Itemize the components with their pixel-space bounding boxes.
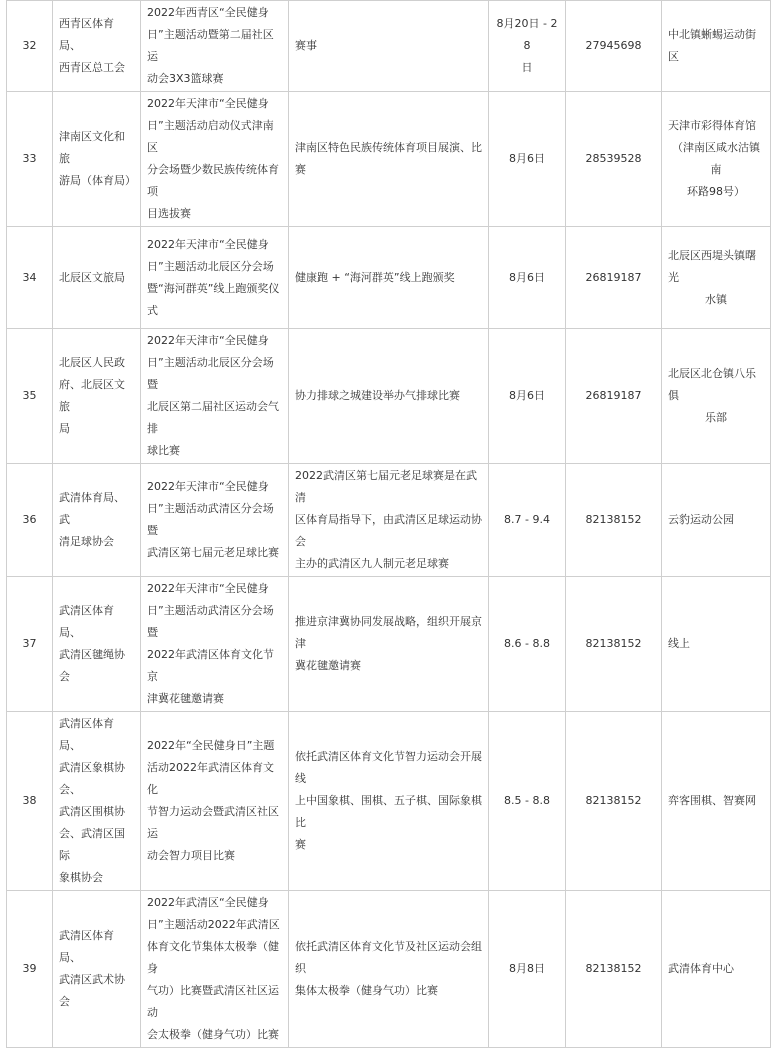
cell-event-name xyxy=(141,577,289,712)
cell-date xyxy=(489,712,566,891)
cell-text-line: 天津市彩得体育馆 xyxy=(668,119,756,132)
cell-text-line: 中北镇蜥蜴运动街区 xyxy=(668,28,756,63)
cell-date xyxy=(489,92,566,227)
cell-text-line: 主办的武清区九人制元老足球赛 xyxy=(295,557,449,570)
cell-organizer xyxy=(53,92,141,227)
table-body xyxy=(7,1,771,1048)
cell-text-line: 暨“海河群英”线上跑颁奖仪 xyxy=(147,281,280,295)
cell-organizer xyxy=(53,577,141,712)
cell-description xyxy=(289,712,489,891)
table-row xyxy=(7,712,771,891)
cell-phone: 28539528 xyxy=(566,92,662,227)
cell-event-name xyxy=(141,329,289,464)
cell-number: 32 xyxy=(7,1,53,92)
cell-text-line: 动会3X3篮球赛 xyxy=(147,72,224,85)
cell-text-line: 赛事 xyxy=(295,39,317,52)
cell-text-line: 依托武清区体育文化节及社区运动会组织 xyxy=(295,940,482,975)
cell-date xyxy=(489,464,566,577)
cell-text-line: 武清区体育局、 xyxy=(59,604,114,639)
cell-text-line: 动会智力项目比赛 xyxy=(147,849,235,862)
cell-venue xyxy=(662,464,771,577)
cell-text-line: 2022年天津市“全民健身 xyxy=(147,237,269,251)
cell-text-line: 日”主题活动北辰区分会场 xyxy=(147,259,274,273)
cell-number: 35 xyxy=(7,329,53,464)
cell-text-line: 武清区围棋协 xyxy=(59,805,125,818)
events-table xyxy=(6,0,771,1048)
table-row xyxy=(7,577,771,712)
cell-text-line: 8月8日 xyxy=(509,962,545,975)
cell-text-line: 8月6日 xyxy=(509,270,545,284)
cell-text-line: 局 xyxy=(59,422,70,435)
cell-phone: 26819187 xyxy=(566,227,662,329)
cell-text-line: 2022年武清区“全民健身 xyxy=(147,896,269,909)
cell-text-line: 水镇 xyxy=(705,292,727,306)
cell-text-line: 北辰区西堤头镇曙光 xyxy=(668,248,756,284)
cell-description xyxy=(289,329,489,464)
cell-phone: 27945698 xyxy=(566,1,662,92)
cell-venue xyxy=(662,329,771,464)
cell-text-line: 日”主题活动启动仪式津南区 xyxy=(147,119,274,154)
cell-organizer xyxy=(53,227,141,329)
cell-venue xyxy=(662,577,771,712)
table-row xyxy=(7,227,771,329)
cell-number: 37 xyxy=(7,577,53,712)
table-row xyxy=(7,329,771,464)
cell-text-line: 2022年武清区体育文化节京 xyxy=(147,648,274,683)
cell-text-line: 日 xyxy=(521,61,533,74)
cell-event-name xyxy=(141,891,289,1048)
cell-phone: 26819187 xyxy=(566,329,662,464)
cell-text-line: 区体育局指导下，由武清区足球运动协会 xyxy=(295,513,482,548)
cell-text-line: 武清区体育局、 xyxy=(59,717,114,752)
cell-text-line: 日”主题活动暨第二届社区运 xyxy=(147,28,274,63)
cell-description xyxy=(289,227,489,329)
cell-text-line: 日”主题活动2022年武清区 xyxy=(147,918,280,931)
cell-text-line: 云豹运动公园 xyxy=(668,513,734,526)
table-row xyxy=(7,92,771,227)
cell-text-line: 津南区文化和旅 xyxy=(59,130,125,165)
cell-organizer xyxy=(53,712,141,891)
cell-text-line: 8月6日 xyxy=(509,152,545,165)
cell-text-line: 2022年天津市“全民健身 xyxy=(147,480,269,493)
cell-venue xyxy=(662,92,771,227)
cell-number: 38 xyxy=(7,712,53,891)
cell-text-line: 乐部 xyxy=(705,411,727,424)
cell-text-line: 象棋协会 xyxy=(59,871,103,884)
cell-text-line: 推进京津冀协同发展战略，组织开展京津 xyxy=(295,615,482,650)
table-row xyxy=(7,464,771,577)
cell-text-line: 2022年天津市“全民健身 xyxy=(147,334,269,347)
cell-text-line: 弈客围棋、智赛网 xyxy=(668,794,756,807)
cell-text-line: 2022年“全民健身日”主题 xyxy=(147,739,275,752)
table-row xyxy=(7,891,771,1048)
cell-description xyxy=(289,92,489,227)
cell-text-line: （津南区咸水沽镇南 xyxy=(672,141,760,176)
cell-text-line: 武清区毽绳协会 xyxy=(59,648,125,683)
table-row xyxy=(7,1,771,92)
cell-description xyxy=(289,1,489,92)
cell-text-line: 日”主题活动武清区分会场暨 xyxy=(147,604,274,639)
cell-text-line: 会、 xyxy=(59,783,81,796)
cell-date xyxy=(489,1,566,92)
cell-text-line: 活动2022年武清区体育文化 xyxy=(147,761,274,796)
cell-venue xyxy=(662,1,771,92)
cell-text-line: 日”主题活动北辰区分会场暨 xyxy=(147,356,274,391)
cell-description xyxy=(289,891,489,1048)
cell-text-line: 津冀花毽邀请赛 xyxy=(147,692,224,705)
cell-text-line: 环路98号） xyxy=(687,185,745,198)
cell-text-line: 清足球协会 xyxy=(59,535,114,548)
cell-number: 34 xyxy=(7,227,53,329)
cell-text-line: 冀花毽邀请赛 xyxy=(295,659,361,672)
cell-description xyxy=(289,577,489,712)
cell-text-line: 线上 xyxy=(668,637,690,650)
cell-venue xyxy=(662,891,771,1048)
cell-text-line: 津南区特色民族传统体育项目展演、比赛 xyxy=(295,141,482,176)
cell-date xyxy=(489,891,566,1048)
cell-phone: 82138152 xyxy=(566,577,662,712)
cell-event-name xyxy=(141,712,289,891)
cell-text-line: 北辰区人民政 xyxy=(59,356,125,369)
cell-text-line: 西青区体育局、 xyxy=(59,17,114,52)
cell-text-line: 健康跑 + “海河群英”线上跑颁奖 xyxy=(295,270,455,284)
cell-text-line: 依托武清区体育文化节智力运动会开展线 xyxy=(295,750,482,785)
cell-number: 36 xyxy=(7,464,53,577)
cell-text-line: 8.6 - 8.8 xyxy=(504,637,550,650)
cell-text-line: 8.7 - 9.4 xyxy=(504,513,550,526)
cell-text-line: 8月20日 - 28 xyxy=(496,17,558,52)
cell-text-line: 球比赛 xyxy=(147,444,180,457)
cell-text-line: 目选拔赛 xyxy=(147,207,191,220)
cell-text-line: 体育文化节集体太极拳（健身 xyxy=(147,940,279,975)
cell-text-line: 西青区总工会 xyxy=(59,61,125,74)
cell-number: 33 xyxy=(7,92,53,227)
cell-text-line: 上中国象棋、围棋、五子棋、国际象棋比 xyxy=(295,794,482,829)
cell-text-line: 武清区体育局、 xyxy=(59,929,114,964)
cell-text-line: 2022武清区第七届元老足球赛是在武清 xyxy=(295,469,477,504)
cell-text-line: 北辰区第二届社区运动会气排 xyxy=(147,400,279,435)
cell-text-line: 气功）比赛暨武清区社区运动 xyxy=(147,984,279,1019)
cell-text-line: 2022年西青区“全民健身 xyxy=(147,6,269,19)
cell-phone: 82138152 xyxy=(566,464,662,577)
cell-text-line: 会太极拳（健身气功）比赛 xyxy=(147,1028,279,1041)
cell-event-name xyxy=(141,1,289,92)
cell-text-line: 分会场暨少数民族传统体育项 xyxy=(147,163,279,198)
cell-text-line: 北辰区北仓镇八乐俱 xyxy=(668,367,756,402)
cell-phone: 82138152 xyxy=(566,891,662,1048)
cell-text-line: 节智力运动会暨武清区社区运 xyxy=(147,805,279,840)
cell-text-line: 赛 xyxy=(295,838,306,851)
cell-number: 39 xyxy=(7,891,53,1048)
cell-text-line: 协力排球之城建设举办气排球比赛 xyxy=(295,389,460,402)
cell-text-line: 集体太极拳（健身气功）比赛 xyxy=(295,984,438,997)
cell-organizer xyxy=(53,464,141,577)
cell-organizer xyxy=(53,891,141,1048)
cell-text-line: 式 xyxy=(147,303,158,317)
cell-venue xyxy=(662,227,771,329)
cell-date xyxy=(489,329,566,464)
cell-text-line: 会、武清区国际 xyxy=(59,827,125,862)
cell-date xyxy=(489,577,566,712)
cell-text-line: 北辰区文旅局 xyxy=(59,270,125,284)
cell-date xyxy=(489,227,566,329)
cell-text-line: 府、北辰区文旅 xyxy=(59,378,125,413)
cell-text-line: 8.5 - 8.8 xyxy=(504,794,550,807)
cell-text-line: 8月6日 xyxy=(509,389,545,402)
cell-text-line: 武清区第七届元老足球比赛 xyxy=(147,546,279,559)
cell-event-name xyxy=(141,464,289,577)
cell-organizer xyxy=(53,329,141,464)
cell-text-line: 武清体育局、武 xyxy=(59,491,125,526)
cell-text-line: 日”主题活动武清区分会场暨 xyxy=(147,502,274,537)
cell-text-line: 武清区武术协会 xyxy=(59,973,125,1008)
cell-phone: 82138152 xyxy=(566,712,662,891)
cell-event-name xyxy=(141,92,289,227)
cell-event-name xyxy=(141,227,289,329)
cell-text-line: 武清区象棋协 xyxy=(59,761,125,774)
cell-description xyxy=(289,464,489,577)
cell-text-line: 2022年天津市“全民健身 xyxy=(147,97,269,110)
cell-text-line: 2022年天津市“全民健身 xyxy=(147,582,269,595)
cell-text-line: 游局（体育局） xyxy=(59,174,136,187)
cell-venue xyxy=(662,712,771,891)
cell-organizer xyxy=(53,1,141,92)
cell-text-line: 武清体育中心 xyxy=(668,962,734,975)
